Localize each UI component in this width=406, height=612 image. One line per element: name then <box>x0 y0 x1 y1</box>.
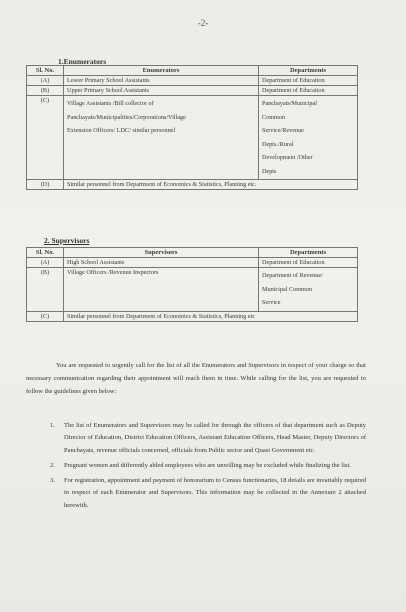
dept-line: Service <box>262 299 281 306</box>
list-item-number: 1. <box>50 422 55 429</box>
list-item-text: The list of Enumerators and Supervisors may be called for through the officers of that department such as Deputy Director of Education, District Education Officers, Assistant Education Officers, Head Master, Deputy Directors of Panchayats, revenue officials concerned, officials from Public sector and Quasi Government etc. <box>64 422 366 454</box>
header-enumerators: Enumerators <box>64 66 259 76</box>
dept-line: Depts./Rural <box>262 140 294 148</box>
dept-line: Department of Revenue/ <box>262 272 323 279</box>
table-row <box>27 268 358 312</box>
cell-sl: (D) <box>27 180 64 190</box>
cell-sl: (C) <box>27 311 64 321</box>
cell-role: Village Officers /Revenue Inspectors <box>64 268 259 312</box>
cell-role: Similar personnel from Department of Economics & Statistics, Planning etc. <box>64 180 358 190</box>
guidelines-list <box>50 420 366 515</box>
cell-role <box>64 96 259 180</box>
cell-role: Lower Primary School Assistants <box>64 76 259 86</box>
cell-sl: (A) <box>27 258 64 268</box>
list-item-number: 3. <box>50 477 55 485</box>
cell-role: High School Assistants <box>64 258 259 268</box>
table-row <box>27 311 358 321</box>
page-number: -2- <box>197 18 209 28</box>
supervisors-title: 2. Supervisors <box>44 236 90 245</box>
cell-role: Upper Primary School Assistants <box>64 86 259 96</box>
list-item <box>50 460 366 472</box>
role-line: Extension Officers/ LDC/ similar personnel <box>67 127 176 134</box>
list-item-number: 2. <box>50 461 55 469</box>
cell-sl: (A) <box>27 76 64 86</box>
table-row <box>27 96 358 180</box>
header-supervisors: Supervisors <box>64 248 259 258</box>
role-line: Village Assistants /Bill collector of <box>67 100 154 107</box>
header-departments: Departments <box>259 248 358 258</box>
dept-line: Development /Other <box>262 154 313 161</box>
enumerators-table <box>26 65 358 190</box>
cell-sl: (B) <box>27 86 64 96</box>
cell-dept <box>259 96 358 180</box>
list-item-text: Pregnant women and differently abled employees who are unwilling may be excluded while finalizing the list. <box>64 461 351 469</box>
header-sl-no: Sl. No. <box>27 66 64 76</box>
list-item-text: For registration, appointment and payment of honorarium to Census functionaries, 18 details are invariably required in respect of each Enumerator and Supervisors. This information may be collected in the Annexure 2 attached herewith. <box>64 477 366 509</box>
intro-paragraph: You are requested to urgently call for the list of all the Enumerators and Supervisors in respect of your charge so that necessary communication regarding their appointment will reach them in time. While calling for the list, you are requested to follow the guidelines given below: <box>26 362 366 396</box>
dept-line: Common <box>262 113 286 121</box>
supervisors-table <box>26 247 358 322</box>
cell-role: Similar personnel from Department of Economics & Statistics, Planning etc <box>64 311 358 321</box>
cell-dept: Department of Education <box>259 76 358 86</box>
enumerators-title: 1.Enumerators <box>58 57 107 66</box>
table-row <box>27 180 358 190</box>
cell-sl: (B) <box>27 268 64 312</box>
table-row <box>27 86 358 96</box>
table-row <box>27 76 358 86</box>
list-item <box>50 475 366 512</box>
cell-dept: Department of Education <box>259 258 358 268</box>
dept-line: Service/Revenue <box>262 127 304 134</box>
dept-line: Depts <box>262 167 277 175</box>
role-line: Panchayats/Municipalities/Corporations/Village <box>67 113 186 121</box>
list-item <box>50 420 366 457</box>
dept-line: Municipal Common <box>262 285 313 293</box>
dept-line: Panchayats/Municipal <box>262 100 317 107</box>
table-row <box>27 258 358 268</box>
cell-dept <box>259 268 358 312</box>
table-header-row <box>27 66 358 76</box>
header-departments: Departments <box>259 66 358 76</box>
cell-dept: Department of Education <box>259 86 358 96</box>
header-sl-no: Sl. No. <box>27 248 64 258</box>
table-header-row <box>27 248 358 258</box>
cell-sl: (C) <box>27 96 64 180</box>
